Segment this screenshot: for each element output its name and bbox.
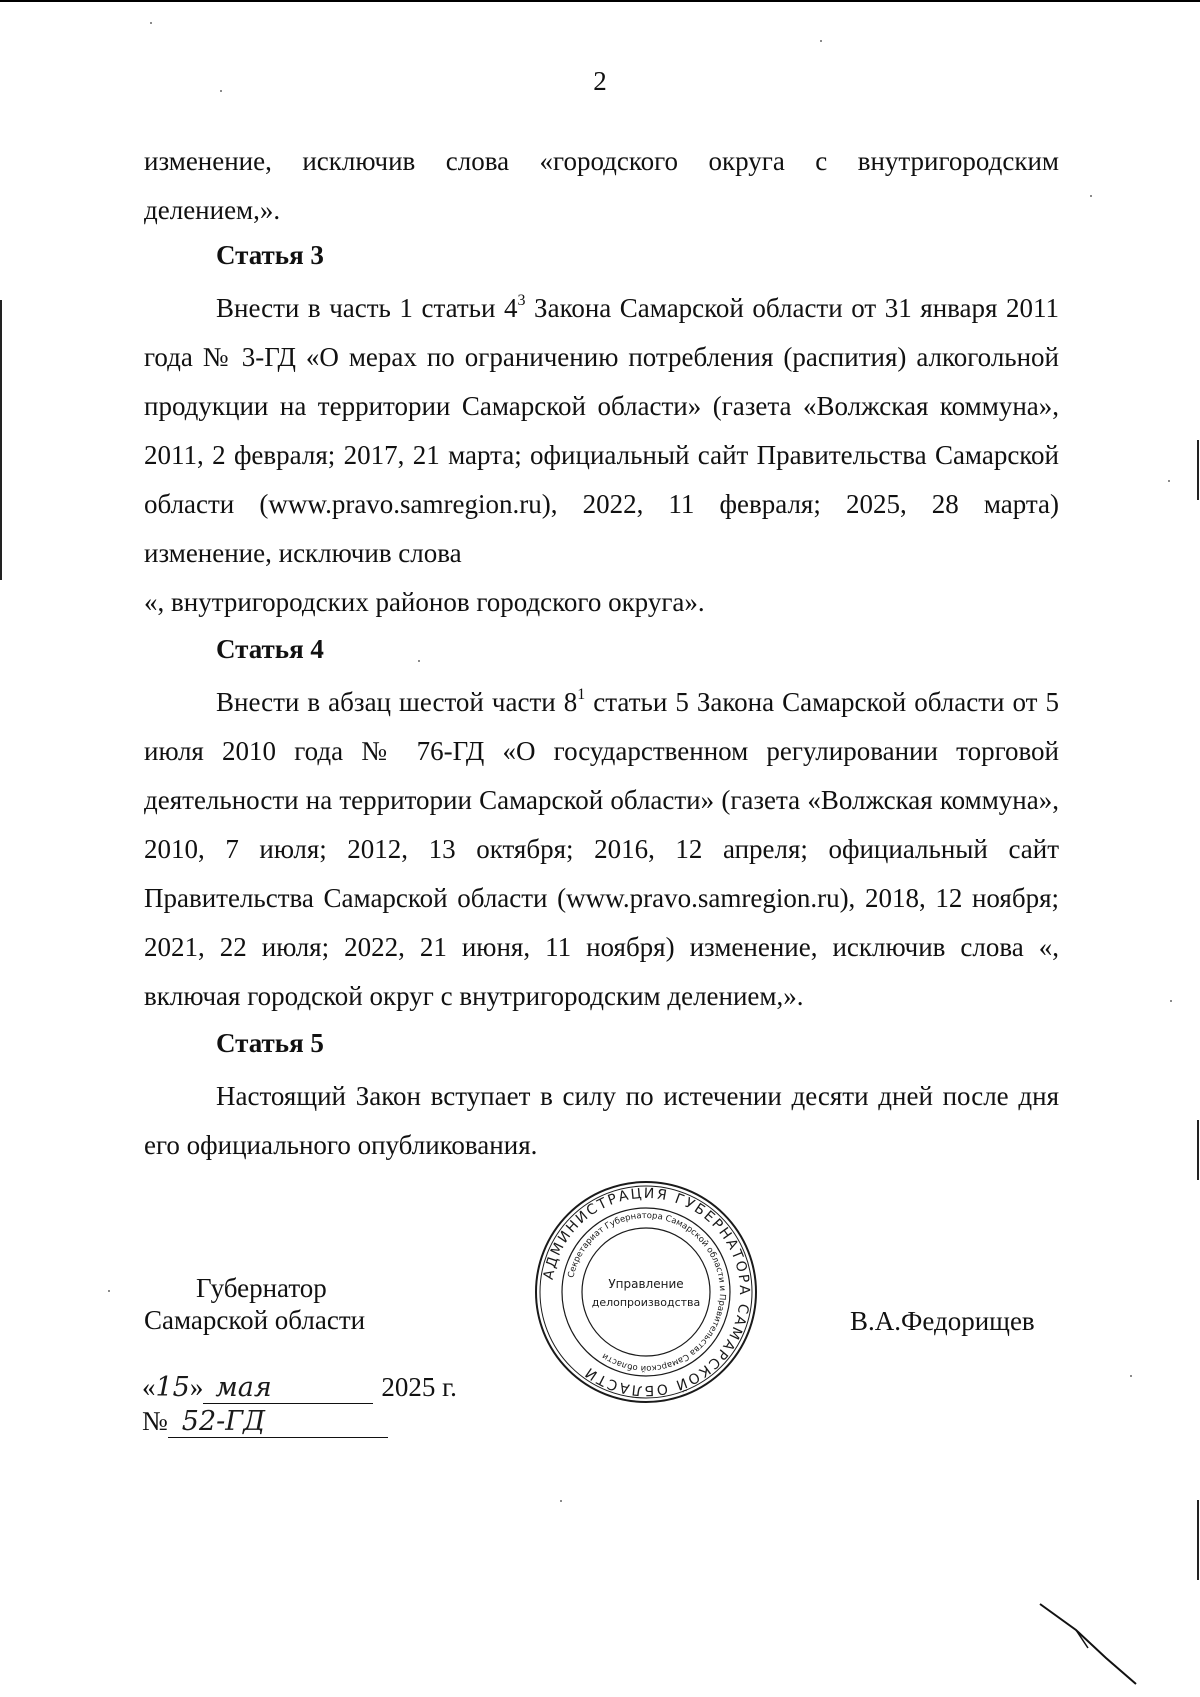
flourish-stroke xyxy=(1040,1604,1136,1684)
signatory-title xyxy=(144,1272,365,1336)
date-line: «15» мая 2025 г. xyxy=(142,1372,457,1403)
signature-flourish xyxy=(1036,1600,1156,1690)
signatory-title-line2: Самарской области xyxy=(144,1305,366,1335)
scan-speck xyxy=(1090,195,1092,197)
article-3-body xyxy=(144,284,1059,627)
seal-inner-ring xyxy=(582,1228,710,1356)
scan-speck xyxy=(108,1290,110,1292)
seal-center-line2: делопроизводства xyxy=(591,1296,701,1309)
scan-edge-right xyxy=(1197,1120,1199,1180)
scan-edge-right xyxy=(1197,440,1199,500)
scan-edge-left xyxy=(0,300,2,580)
superscript: 3 xyxy=(517,292,526,309)
scan-speck xyxy=(150,22,152,24)
scan-speck xyxy=(560,1500,562,1502)
superscript: 1 xyxy=(577,686,586,703)
intro-paragraph: изменение, исключив слова «городского округа с внутригородским делением,». xyxy=(144,146,1059,225)
scan-speck xyxy=(1168,480,1170,482)
scan-speck xyxy=(418,660,420,662)
year-text: 2025 г. xyxy=(381,1372,457,1402)
page-number: 2 xyxy=(593,66,607,96)
article-4-heading: Статья 4 xyxy=(216,634,324,664)
scan-speck xyxy=(1130,1375,1132,1377)
article-5-heading: Статья 5 xyxy=(216,1028,324,1058)
handwritten-month: мая xyxy=(215,1372,272,1403)
seal-center-line1: Управление xyxy=(608,1277,684,1291)
article-5-paragraph: Настоящий Закон вступает в силу по истечении десяти дней после дня его официального опубликования. xyxy=(144,1081,1059,1160)
seal-inner-text: Секретариат Губернатора Самарской области и Правительства Самарской области xyxy=(566,1210,728,1374)
handwritten-day: 15 xyxy=(155,1372,190,1403)
article-3-last-line: «, внутригородских районов городского округа». xyxy=(144,587,705,617)
signatory-title-line1: Губернатор xyxy=(196,1273,327,1303)
signatory-name: В.А.Федорищев xyxy=(850,1306,1035,1336)
scan-border-top xyxy=(0,0,1200,2)
article-3-heading: Статья 3 xyxy=(216,240,324,270)
number-field xyxy=(168,1406,388,1438)
scan-speck xyxy=(820,40,822,42)
month-field xyxy=(203,1372,373,1404)
seal-middle-ring xyxy=(562,1208,730,1376)
official-seal-stamp xyxy=(534,1180,758,1404)
article-4-paragraph: Внести в абзац шестой части $8^1$ статьи 5 Закона Самарской области от 5 июля 2010 года № 76-ГД «О государственном регулировании торговой деятельности на территории Самарской области» (газета «Волжская коммуна», 2010, 7 июля; 2012, 13 октября; 2016, 12 апреля; официальный сайт Правительства Самарской области (www.pravo.samregion.ru), 2018, 12 ноября; 2021, 22 июля; 2022, 21 июня, 11 ноября) изменение, исключив слова «, включая городской округ с внутригородским делением,». xyxy=(144,686,1059,1011)
law-number-line: № 52-ГД xyxy=(142,1406,388,1438)
scan-edge-right xyxy=(1197,1500,1199,1580)
article-3-paragraph: Внести в часть 1 статьи $4^3$ Закона Самарской области от 31 января 2011 года № 3-ГД «О мерах по ограничению потребления (распития) алкогольной продукции на территории Самарской области» (газета «Волжская коммуна», 2011, 2 февраля; 2017, 21 марта; официальный сайт Правительства Самарской области (www.pravo.samregion.ru), 2022, 11 февраля; 2025, 28 марта) изменение, исключив слова xyxy=(144,292,1059,568)
scan-speck xyxy=(1170,1000,1172,1002)
handwritten-number: 52-ГД xyxy=(181,1406,266,1437)
seal-outer-text: АДМИНИСТРАЦИЯ ГУБЕРНАТОРА САМАРСКОЙ ОБЛАСТИ xyxy=(540,1185,753,1399)
